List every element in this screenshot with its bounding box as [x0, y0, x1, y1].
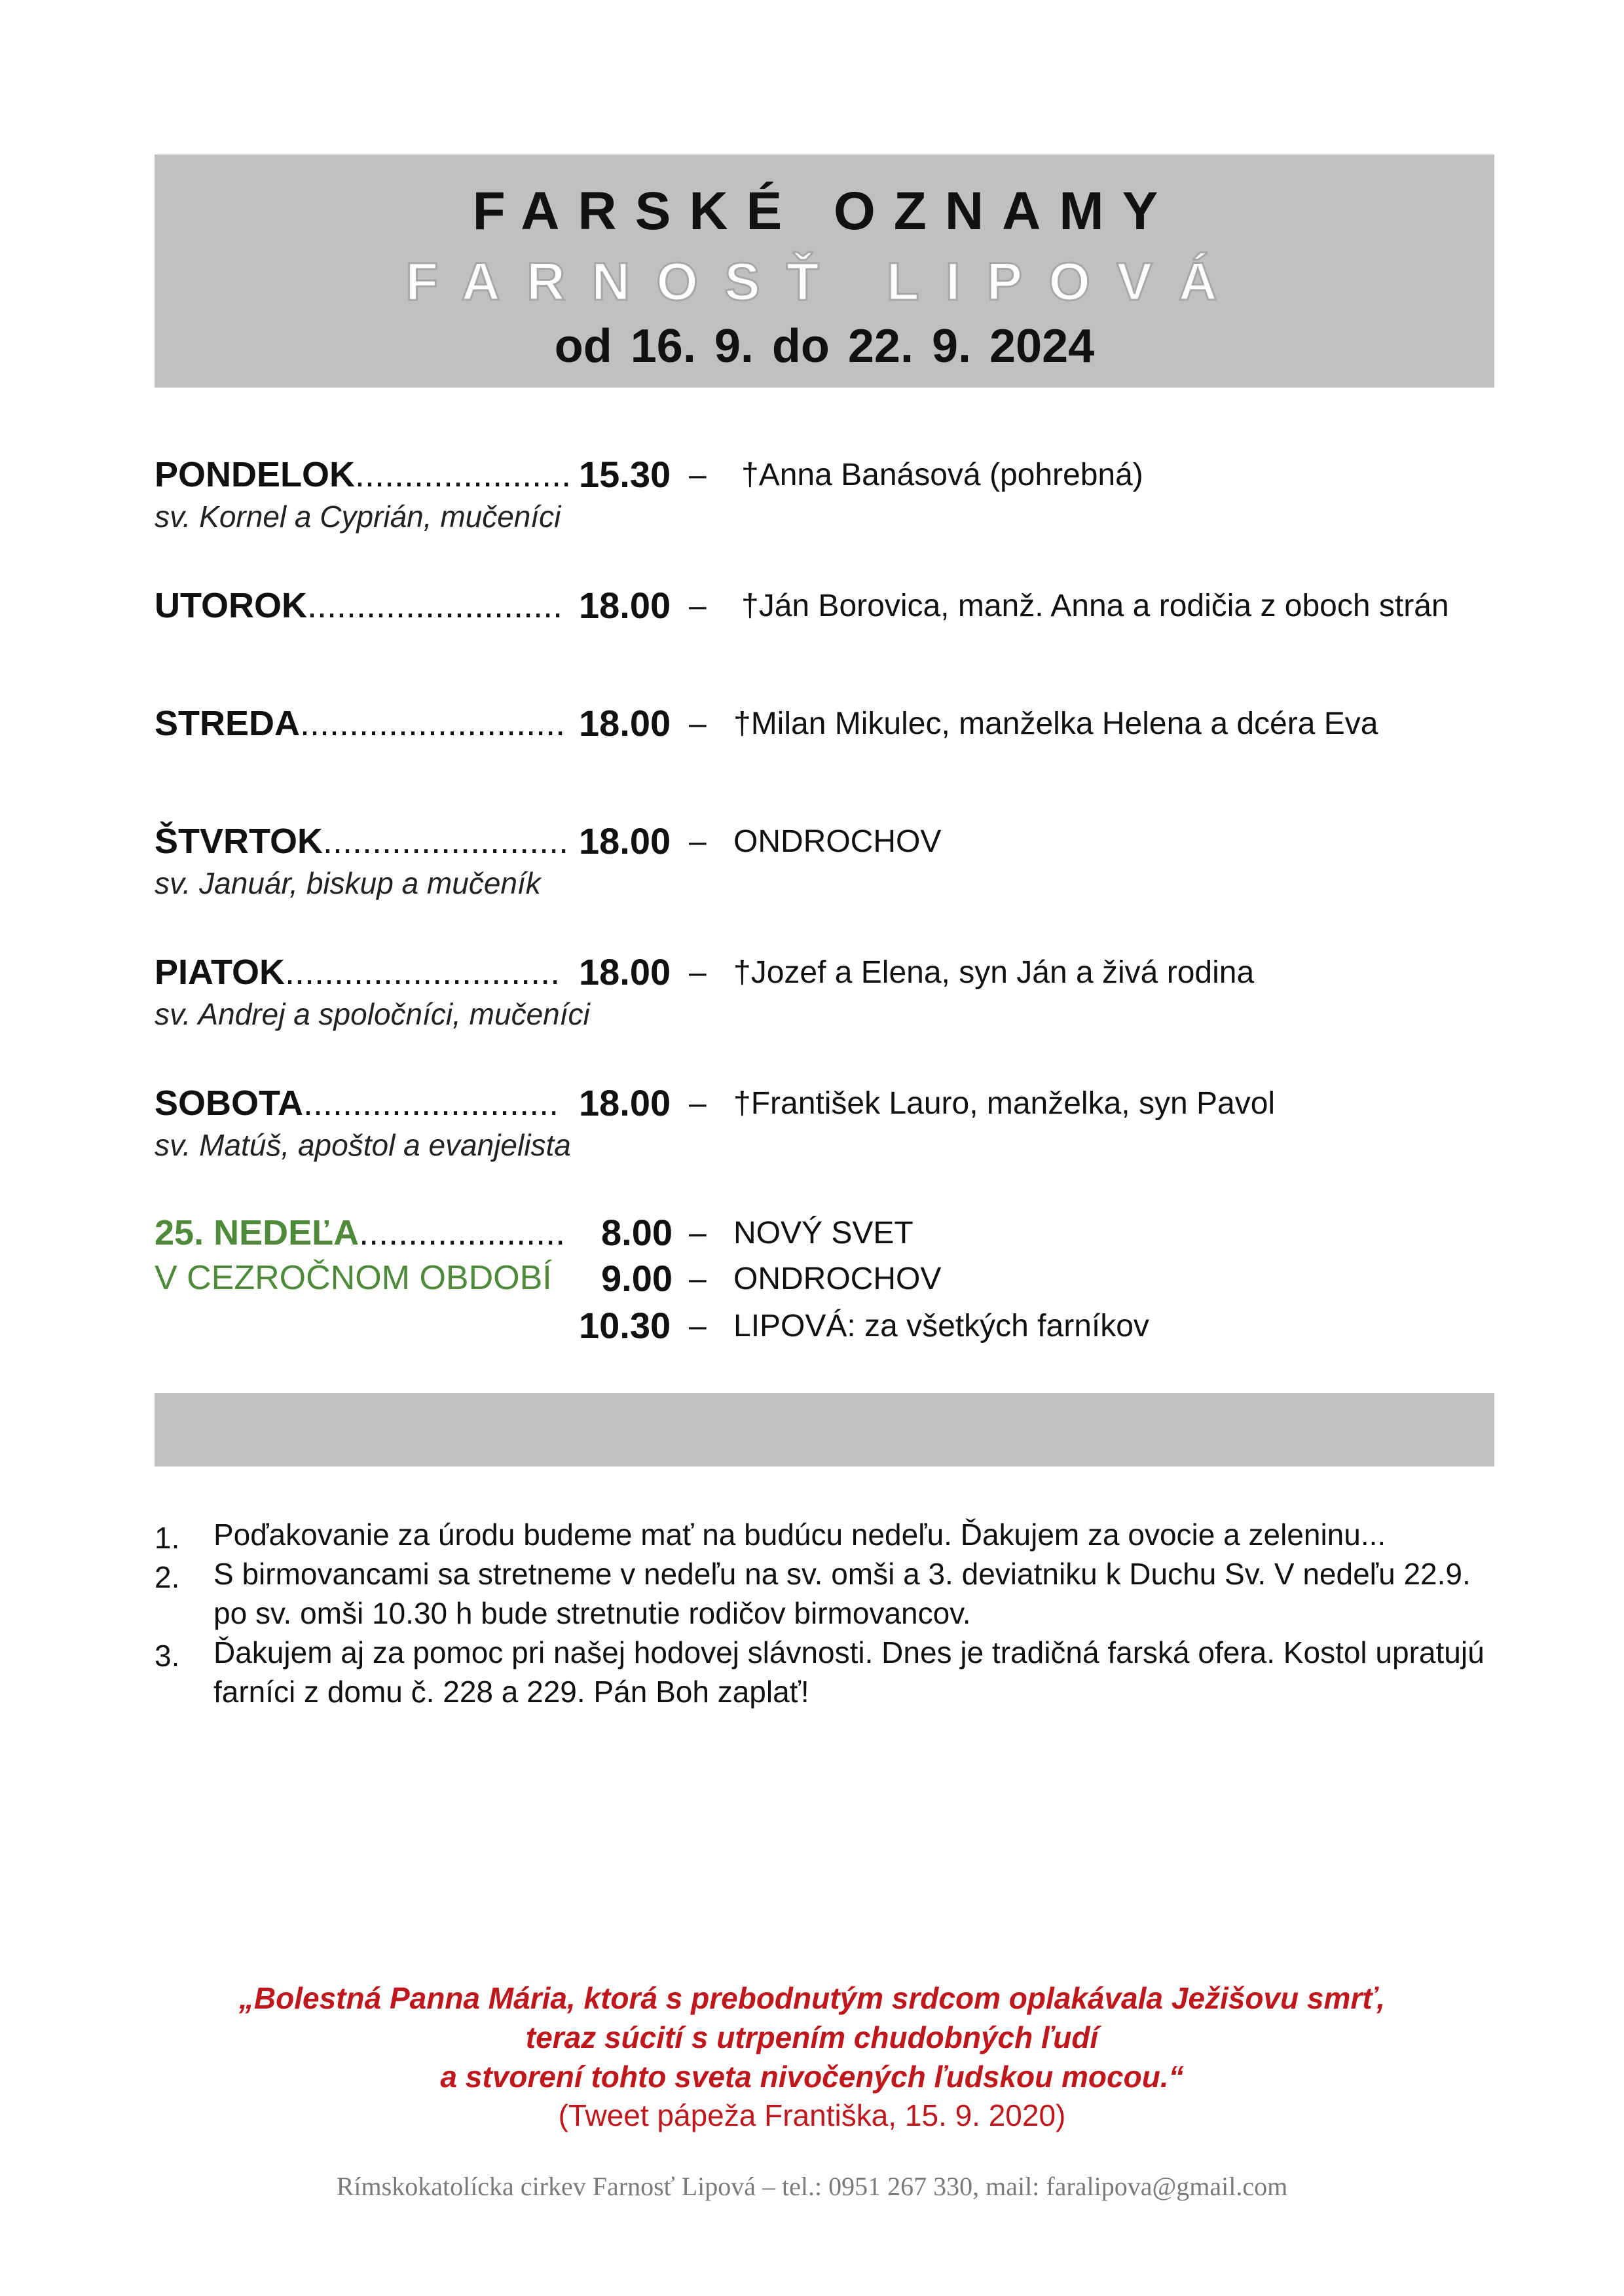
- mass-time: 18.00: [579, 820, 671, 862]
- day-row-thursday: [155, 824, 568, 859]
- day-name: SOBOTA: [155, 1084, 303, 1123]
- mass-time: 15.30: [579, 454, 671, 495]
- quote-line: „Bolestná Panna Mária, ktorá s prebodnutým srdcom oplakávala Ježišovu smrť,: [238, 1981, 1386, 2015]
- leader-dots: ......................: [355, 455, 572, 494]
- dash: –: [689, 1262, 707, 1296]
- notice-text: S birmovancami sa stretneme v nedeľu na sv. omši a 3. deviatniku k Duchu Sv. V nedeľu 22.9. po sv. omši 10.30 h bude stretnutie rodičov birmovancov.: [213, 1557, 1471, 1630]
- papal-quote: [0, 1978, 1624, 2096]
- date-range: od 16. 9. do 22. 9. 2024: [554, 320, 1095, 373]
- notice-number: 1.: [155, 1521, 180, 1555]
- day-row-tuesday: [155, 588, 563, 623]
- day-row-sunday: [155, 1215, 565, 1250]
- saint-of-day: sv. Január, biskup a mučeník: [155, 866, 541, 900]
- section-divider-bar: [155, 1393, 1494, 1467]
- mass-intention: †František Lauro, manželka, syn Pavol: [733, 1086, 1276, 1121]
- day-name: PIATOK: [155, 953, 286, 992]
- mass-intention: ONDROCHOV: [733, 824, 942, 859]
- leader-dots: ..........................: [307, 586, 563, 625]
- mass-time: 10.30: [579, 1305, 671, 1346]
- notice-text: Poďakovanie za úrodu budeme mať na budúcu nedeľu. Ďakujem za ovocie a zeleninu...: [213, 1518, 1386, 1552]
- mass-time: 18.00: [579, 951, 671, 993]
- footer-contact: Rímskokatolícka cirkev Farnosť Lipová – tel.: 0951 267 330, mail: faralipova@gmail.com: [336, 2172, 1288, 2201]
- mass-intention: †Milan Mikulec, manželka Helena a dcéra Eva: [733, 706, 1378, 741]
- dash: –: [689, 589, 707, 623]
- parish-name: FARNOSŤ LIPOVÁ: [405, 252, 1244, 312]
- leader-dots: ..........................: [303, 1084, 559, 1123]
- dash: –: [689, 706, 707, 741]
- mass-time: 8.00: [601, 1212, 673, 1253]
- mass-intention: †Ján Borovica, manž. Anna a rodičia z oboch strán: [741, 589, 1449, 623]
- notice-text: Ďakujem aj za pomoc pri našej hodovej slávnosti. Dnes je tradičná farská ofera. Kostol upratujú farníci z domu č. 228 a 229. Pán Boh zaplať!: [213, 1635, 1485, 1709]
- quote-line: teraz súcití s utrpením chudobných ľudí: [525, 2020, 1099, 2054]
- mass-time: 18.00: [579, 1082, 671, 1123]
- quote-line: a stvorení tohto sveta nivočených ľudskou mocou.“: [440, 2060, 1184, 2094]
- day-row-friday: [155, 955, 560, 990]
- notice-number: 3.: [155, 1639, 180, 1673]
- saint-of-day: sv. Andrej a spoločníci, mučeníci: [155, 997, 590, 1031]
- dash: –: [689, 1309, 707, 1343]
- day-row-monday: [155, 457, 571, 492]
- day-row-saturday: [155, 1085, 559, 1121]
- mass-place: LIPOVÁ: za všetkých farníkov: [733, 1309, 1149, 1343]
- dash: –: [689, 458, 707, 492]
- saint-of-day: sv. Kornel a Cyprián, mučeníci: [155, 500, 561, 534]
- mass-place: ONDROCHOV: [733, 1262, 942, 1296]
- leader-dots: ............................: [285, 953, 561, 992]
- header-banner: [155, 155, 1494, 388]
- leader-dots: ...........................: [300, 704, 566, 743]
- notice-number: 2.: [155, 1560, 180, 1594]
- leader-dots: .........................: [323, 822, 569, 861]
- day-name: ŠTVRTOK: [155, 822, 323, 861]
- saint-of-day: sv. Matúš, apoštol a evanjelista: [155, 1128, 571, 1162]
- leader-dots: .....................: [359, 1213, 566, 1252]
- day-name: 25. NEDEĽA: [155, 1213, 360, 1252]
- sunday-subtitle: V CEZROČNOM OBDOBÍ: [155, 1259, 552, 1297]
- day-name: STREDA: [155, 704, 301, 743]
- mass-time: 18.00: [579, 585, 671, 626]
- mass-intention: †Jozef a Elena, syn Ján a živá rodina: [733, 955, 1255, 990]
- day-row-wednesday: [155, 706, 565, 741]
- dash: –: [689, 1086, 707, 1121]
- dash: –: [689, 824, 707, 859]
- mass-time: 9.00: [601, 1258, 673, 1299]
- dash: –: [689, 955, 707, 990]
- day-name: PONDELOK: [155, 455, 356, 494]
- mass-intention: †Anna Banásová (pohrebná): [741, 458, 1143, 492]
- quote-source: (Tweet pápeža Františka, 15. 9. 2020): [558, 2098, 1066, 2132]
- day-name: UTOROK: [155, 586, 308, 625]
- mass-place: NOVÝ SVET: [733, 1216, 913, 1250]
- page-title: FARSKÉ OZNAMY: [472, 181, 1177, 241]
- dash: –: [689, 1216, 707, 1250]
- mass-time: 18.00: [579, 702, 671, 744]
